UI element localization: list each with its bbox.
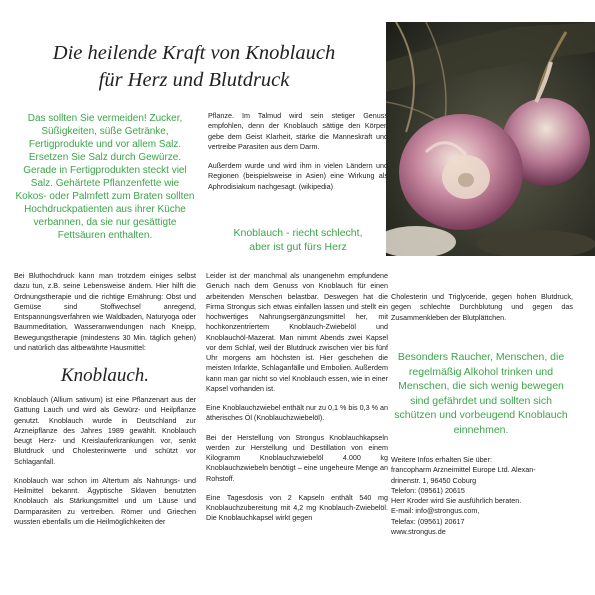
aphrodisiac-paragraph: Außerdem wurde und wird ihm in vielen Ländern und Regionen (beispielsweise in Asien) eine Wirkung als Aphrodisiakum nachgesagt. (wikipedia) bbox=[208, 161, 388, 191]
title-line-2: für Herz und Blutdruck bbox=[98, 69, 290, 91]
contact-website-link[interactable]: www.strongus.de bbox=[391, 526, 446, 536]
contact-company: francopharm Arzneimittel Europe Ltd. Alexan- bbox=[391, 465, 536, 475]
essential-oil-paragraph: Eine Knoblauchzwiebel enthält nur zu 0,1 % bis 0,3 % an ätherisches Öl (Knoblauchzwiebelöl). bbox=[206, 403, 388, 423]
allium-paragraph: Knoblauch (Allium sativum) ist eine Pflanzenart aus der Gattung Lauch und wird als Gewürz- und Heilpflanze genutzt. Knoblauch wurde in Deutschland zur Arzneipflanze des Jahres 1989 gewählt. Knoblauch beugt Herz- und Kreislauferkrankungen vor, senkt Blutdruck und Cholesterinwerte und schützt vor Schlaganfall. bbox=[14, 395, 196, 466]
column-1 bbox=[14, 271, 196, 536]
column-2-top bbox=[208, 111, 388, 201]
pull-quote-line-2: aber ist gut fürs Herz bbox=[249, 240, 347, 253]
dosage-paragraph: Eine Tagesdosis von 2 Kapseln enthält 540 mg Knoblauchzubereitung mit 4,2 mg Knoblauch-Zwiebelöl. Die Knoblauchkapsel wirkt gegen bbox=[206, 492, 388, 523]
risk-groups-text: Besonders Raucher, Menschen, die regelmäßig Alkohol trinken und Menschen, die sich wenig bewegen sind gefährdet und sollten sich schützen und vorbeugend Knoblauch einnehmen. bbox=[394, 351, 568, 436]
talmud-paragraph: Pflanze. Im Talmud wird sein stetiger Genuss empfohlen, denn der Knoblauch sättige den Körper, gebe dem Geist Klarheit, stärke die Manneskraft und vertreibe Parasiten aus dem Darm. bbox=[208, 111, 388, 151]
section-heading-knoblauch: Knoblauch. bbox=[60, 365, 150, 386]
contact-phone: Telefon: (09561) 20615 bbox=[391, 485, 465, 495]
effects-paragraph: Cholesterin und Triglyceride, gegen hohen Blutdruck, gegen schlechte Durchblutung und gegen das Zusammenkleben der Blutplättchen. bbox=[391, 292, 573, 322]
avoid-foods-box bbox=[14, 112, 196, 242]
title-line-1: Die heilende Kraft von Knoblauch bbox=[52, 42, 336, 64]
page-title bbox=[8, 40, 380, 94]
contact-email[interactable]: E-mail: info@strongus.com, bbox=[391, 506, 480, 516]
odor-paragraph: Leider ist der manchmal als unangenehm empfundene Geruch nach dem Genuss von Knoblauch für einen arbeitenden Menschen belastbar. Deswegen hat die Firma Strongus sich etwas einfallen lassen und stellt ein hochwertiges Nahrungsergänzungsmittel her, mit hochkonzentriertem Knoblauch-Zwiebelöl und Knoblauchöl-Mazerat. Man nimmt Abends zwei Kapsel vor dem Schlaf, weil der Blutdruck zwischen vier bis fünf Uhr morgens am höchsten ist. Hier geschehen die meisten Infarkte, Schlaganfälle und Embolien. Außerdem kann man gar nicht so viel Knoblauch essen, wie in einer Kapsel vorhanden ist. bbox=[206, 271, 388, 393]
contact-street: drinenstr. 1, 96450 Coburg bbox=[391, 475, 477, 485]
pull-quote-line-1: Knoblauch - riecht schlecht, bbox=[233, 227, 363, 239]
avoid-foods-text: Das sollten Sie vermeiden! Zucker, Süßigkeiten, süße Getränke, Fertigprodukte und vor allem Salz. Ersetzen Sie Salz durch Gewürze. Gerade in Fertigprodukten steckt viel Salz. Gehärtete Pflanzenfette wie Kokos- oder Palmfett zum Braten sollten Hochdruckpatienten aus ihrer Küche verbannen, da sie nur gesättigte Fettsäuren enthalten. bbox=[15, 113, 195, 241]
column-2 bbox=[206, 271, 388, 533]
garlic-photo-icon bbox=[386, 22, 595, 256]
lifestyle-paragraph: Bei Bluthochdruck kann man trotzdem einiges selbst dazu tun, z.B. seine Lebensweise ändern. Hier hilft die Ordnungstherapie und die richtige Ernährung: Obst und Gemüse sind Stoffwechsel anregend, Entspannungsverfahren wie Waldbaden, Naturyoga oder Baummeditation, Wasseranwendungen nach Kneipp, Bewegungstherapie (mindestens 30 Min. täglich gehen) und natürlich das altbewährte Hausmittel: bbox=[14, 271, 196, 352]
column-3 bbox=[391, 292, 573, 332]
production-paragraph: Bei der Herstellung von Strongus Knoblauchkapseln werden zur Herstellung und Destillation von einem Kilogramm Knoblauchzwiebelöl 4.000 kg Knoblauchzwiebeln benötigt – eine ungeheure Menge an Rohstoff. bbox=[206, 432, 388, 483]
contact-advisor: Herr Kroder wird Sie ausführlich beraten. bbox=[391, 496, 522, 505]
contact-block bbox=[391, 455, 573, 537]
risk-groups-box bbox=[393, 350, 569, 437]
contact-fax: Telefax: (09561) 20617 bbox=[391, 516, 465, 526]
contact-intro: Weitere Infos erhalten Sie über: bbox=[391, 455, 492, 464]
pull-quote bbox=[208, 227, 388, 254]
history-paragraph: Knoblauch war schon im Altertum als Nahrungs- und Heilmittel bekannt. Ägyptische Sklaven benutzten Knoblauch als Stärkungsmittel und um Läuse und Darmparasiten zu vertreiben. Römer und Griechen wussten ebenfalls um die Heilmöglichkeiten der bbox=[14, 475, 196, 526]
